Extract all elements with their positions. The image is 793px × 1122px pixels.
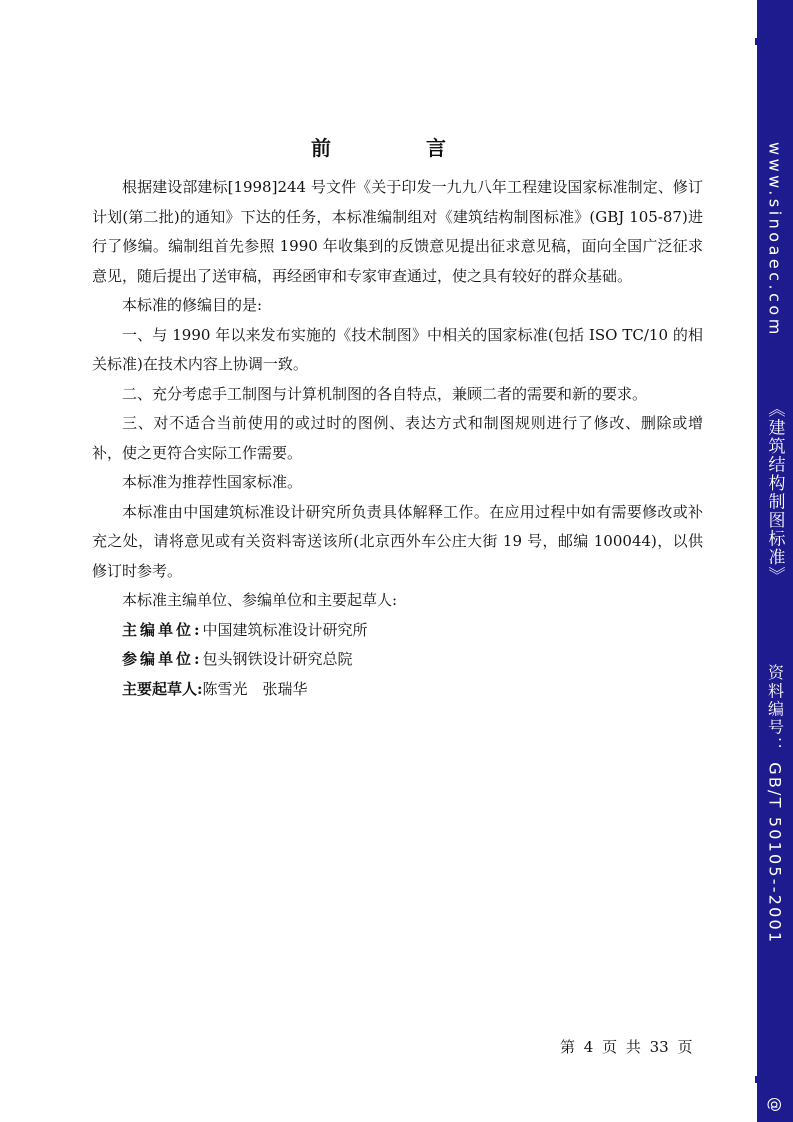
paragraph: 根据建设部建标[1998]244 号文件《关于印发一九九八年工程建设国家标准制定、修订计划(第二批)的通知》下达的任务，本标准编制组对《建筑结构制图标准》(GBJ 105-87)进行了修编。编制组首先参照 1990 年收集到的反馈意见提出征求意见稿，面向全国广泛征求意见，随后提出了送审稿，再经函审和专家审查通过，使之具有较好的群众基础。: [92, 178, 703, 285]
unit-value: 陈雪光 张瑞华: [202, 679, 308, 698]
paragraph: 二、充分考虑手工制图与计算机制图的各自特点，兼顾二者的需要和新的要求。: [122, 384, 648, 403]
paragraph: 三、对不适合当前使用的或过时的图例、表达方式和制图规则进行了修改、删除或增补，使之更符合实际工作需要。: [92, 414, 703, 462]
unit-value: 中国建筑标准设计研究所: [202, 620, 368, 639]
paragraph: 本标准为推荐性国家标准。: [122, 473, 303, 491]
paragraph: 本标准主编单位、参编单位和主要起草人:: [122, 591, 398, 609]
unit-label: 主编单位:: [122, 620, 203, 639]
standard-name: 《建筑结构制图标准》: [764, 400, 785, 585]
paragraph: 一、与 1990 年以来发布实施的《技术制图》中相关的国家标准(包括 ISO TC/10 的相关标准)在技术内容上协调一致。: [92, 325, 703, 373]
unit-participating: [92, 645, 703, 675]
unit-label: 参编单位:: [122, 650, 203, 668]
unit-chief-editor: [92, 616, 703, 646]
paragraph: 本标准由中国建筑标准设计研究所负责具体解释工作。在应用过程中如有需要修改或补充之处，请将意见或有关资料寄送该所(北京西外车公庄大街 19 号，邮编 100044)，以供修订时参考。: [92, 502, 703, 580]
paragraph: 本标准的修编目的是:: [122, 296, 263, 314]
doc-number: 资料编号： GB/T 50105--2001: [765, 664, 785, 945]
document-body: [92, 173, 703, 704]
unit-label: 主要起草人:: [122, 679, 203, 698]
unit-value: 包头钢铁设计研究总院: [202, 650, 353, 668]
unit-drafters: [92, 675, 703, 705]
at-symbol-icon: @: [766, 1097, 784, 1112]
page-number: 第 4 页 共 33 页: [560, 1038, 693, 1056]
sidebar-banner: [757, 0, 793, 1122]
website-link[interactable]: www.sinoaec.com: [765, 142, 785, 338]
page-title: 前 言: [311, 136, 490, 160]
